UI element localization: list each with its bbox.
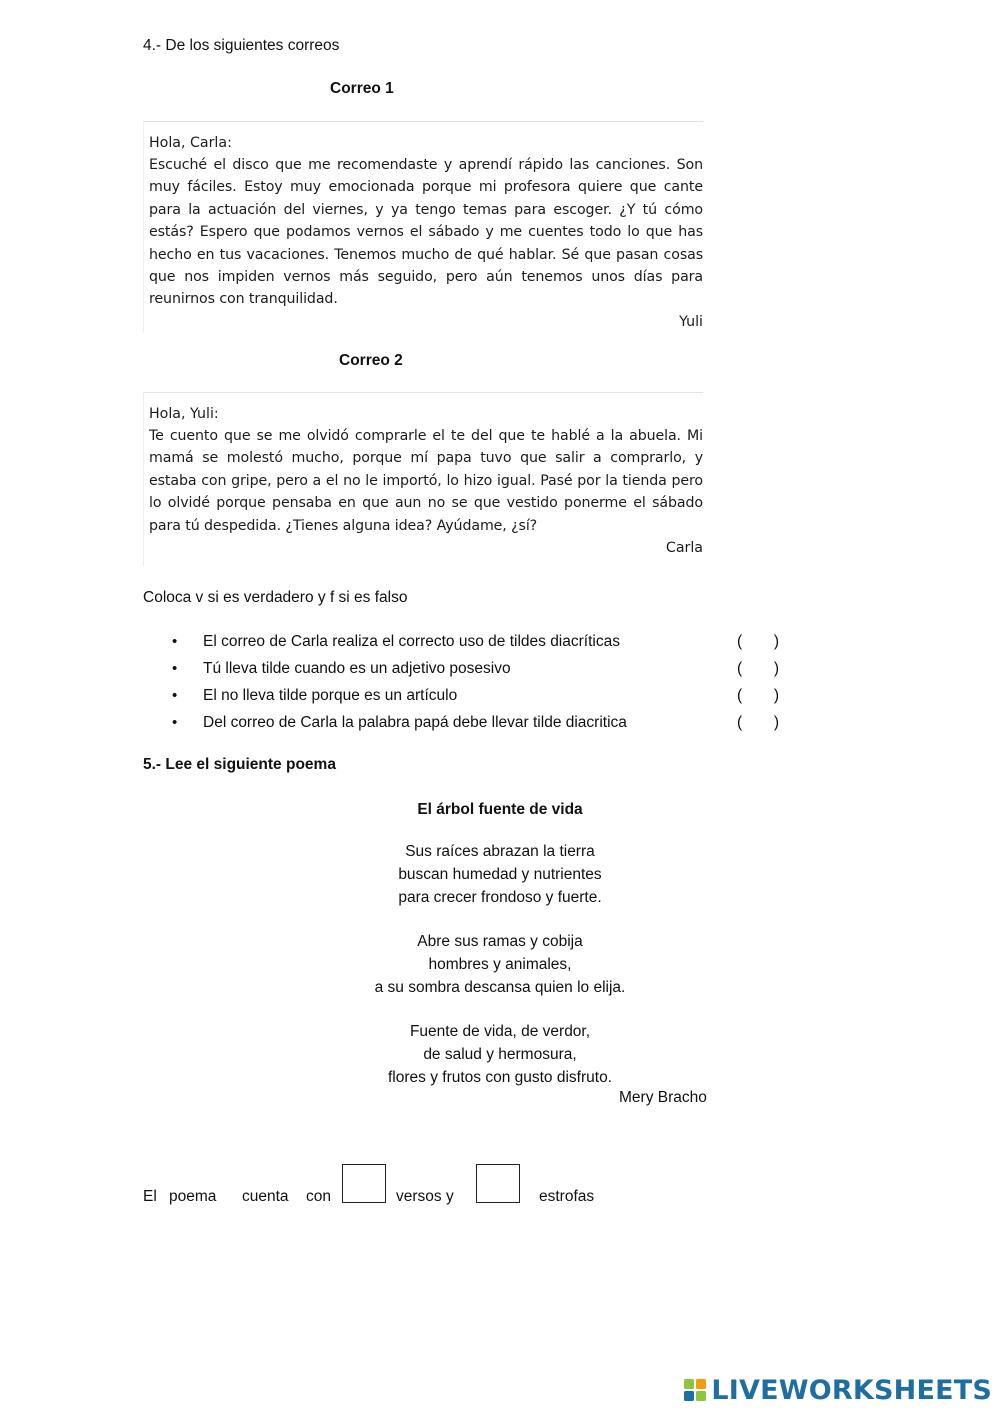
versos-answer-box[interactable] — [342, 1164, 386, 1203]
true-false-list — [172, 628, 792, 736]
poem-verse: a su sombra descansa quien lo elija. — [374, 979, 626, 996]
poem-author: Mery Bracho — [619, 1089, 707, 1106]
liveworksheets-logo-icon — [683, 1377, 709, 1405]
email-2-signature: Carla — [665, 540, 703, 557]
poem-verse: buscan humedad y nutrientes — [398, 866, 602, 883]
answer-word-el: El — [143, 1188, 157, 1205]
answer-parentheses[interactable]: ( ) — [737, 687, 779, 704]
poem-title: El árbol fuente de vida — [417, 801, 583, 818]
poem-stanza-1 — [300, 840, 700, 909]
poem-verse: de salud y hermosura, — [423, 1046, 577, 1063]
liveworksheets-logo-text: LIVEWORKSHEETS — [711, 1375, 992, 1406]
statement-text: El no lleva tilde porque es un artículo — [203, 687, 458, 704]
poem-verse: Sus raíces abrazan la tierra — [405, 843, 595, 860]
answer-word-estrofas: estrofas — [539, 1188, 595, 1205]
statement-text: El correo de Carla realiza el correcto uso de tildes diacríticas — [203, 633, 620, 650]
answer-word-versos: versos y — [396, 1188, 454, 1205]
email-2-greeting: Hola, Yuli: — [149, 406, 219, 422]
answer-parentheses[interactable]: ( ) — [737, 660, 779, 677]
poem-verse: flores y frutos con gusto disfruto. — [388, 1069, 612, 1086]
answer-parentheses[interactable]: ( ) — [737, 714, 779, 731]
email-1-card — [143, 121, 703, 333]
poem-verse: hombres y animales, — [428, 956, 572, 973]
liveworksheets-logo — [683, 1375, 992, 1406]
answer-word-cuenta: cuenta — [242, 1188, 289, 1205]
email-1-body: Escuché el disco que me recomendaste y aprendí rápido las canciones. Son muy fáciles. Estoy muy emocionada porque mi profesora quiere que cante para la actuación del viernes, y ya tengo temas para escoger. ¿Y tú cómo estás? Espero que podamos vernos el sábado y me cuentes todo lo que has hecho en tus vacaciones. Tenemos mucho de qué hablar. Sé que pasan cosas que nos impiden vernos más seguido, pero aún tenemos unos días para reunirnos con tranquilidad. — [149, 157, 703, 308]
answer-word-poema: poema — [169, 1188, 217, 1205]
bullet-icon: • — [172, 633, 178, 650]
email-1-signature: Yuli — [679, 313, 703, 330]
answer-parentheses[interactable]: ( ) — [737, 633, 779, 650]
answer-word-con: con — [306, 1188, 331, 1205]
poem-stanza-3 — [300, 1020, 700, 1089]
statement-item — [172, 709, 792, 736]
poem-verse: Abre sus ramas y cobija — [417, 933, 583, 950]
statement-item — [172, 682, 792, 709]
correo-2-label: Correo 2 — [339, 352, 403, 369]
bullet-icon: • — [172, 660, 178, 677]
question-4-title: 4.- De los siguientes correos — [143, 37, 340, 54]
email-1-greeting: Hola, Carla: — [149, 135, 232, 151]
email-2-card — [143, 392, 703, 566]
bullet-icon: • — [172, 714, 178, 731]
bullet-icon: • — [172, 687, 178, 704]
statement-item — [172, 655, 792, 682]
email-2-body: Te cuento que se me olvidó comprarle el te del que te hablé a la abuela. Mi mamá se molestó mucho, porque mí papa tuvo que salir a comprarlo, y estaba con gripe, pero a el no le importó, lo hizo igual. Pasé por la tienda pero lo olvidé porque pensaba en que aun no se que vestido ponerme el sábado para tú despedida. ¿Tienes alguna idea? Ayúdame, ¿sí? — [149, 428, 703, 534]
statement-text: Tú lleva tilde cuando es un adjetivo posesivo — [203, 660, 511, 677]
statement-item — [172, 628, 792, 655]
poem-verse: Fuente de vida, de verdor, — [409, 1023, 591, 1040]
statement-text: Del correo de Carla la palabra papá debe llevar tilde diacritica — [203, 714, 627, 731]
poem-stanza-2 — [300, 930, 700, 999]
question-5-title: 5.- Lee el siguiente poema — [143, 756, 336, 773]
estrofas-answer-box[interactable] — [476, 1164, 520, 1203]
instruction-text: Coloca v si es verdadero y f si es falso — [143, 589, 408, 606]
poem-verse: para crecer frondoso y fuerte. — [398, 889, 602, 906]
correo-1-label: Correo 1 — [330, 80, 394, 97]
